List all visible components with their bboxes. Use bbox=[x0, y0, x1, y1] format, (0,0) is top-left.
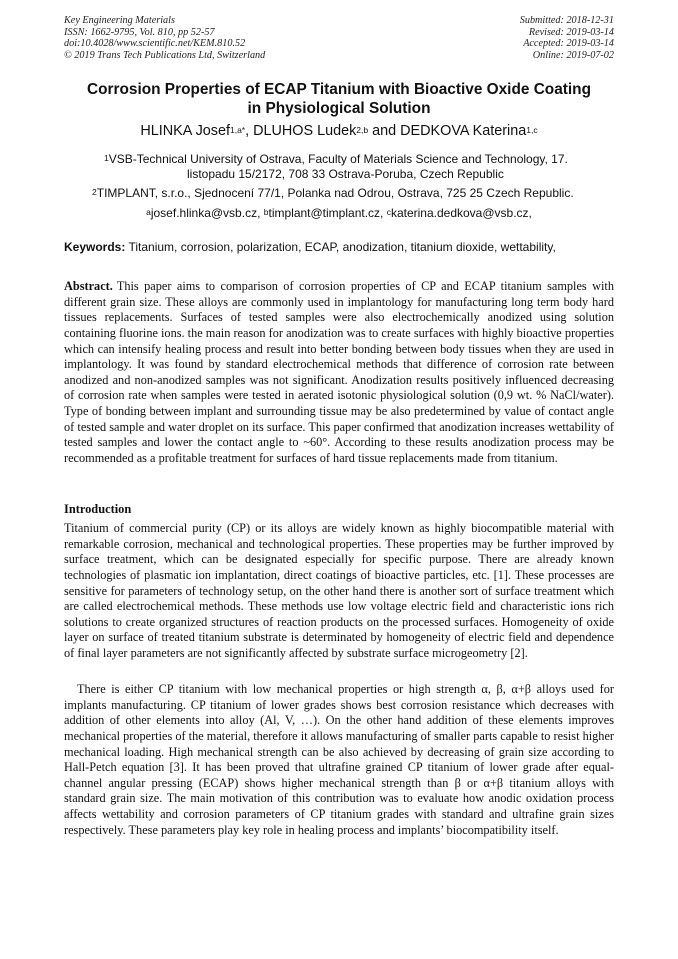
email-c-link[interactable]: katerina.dedkova@vsb.cz, bbox=[390, 206, 532, 220]
journal-name: Key Engineering Materials bbox=[64, 15, 175, 26]
keywords-label: Keywords: bbox=[64, 240, 126, 254]
author-1-superscript: 1,a* bbox=[229, 125, 246, 135]
keywords-line bbox=[64, 240, 614, 255]
introduction-paragraph-2: There is either CP titanium with low mechanical properties or high strength α, β, α+β alloys used for implants manufacturing. CP titanium of lower grades shows best corrosion resistance which decreases with addition of other elements into alloy (Al, V, …). On the other hand addition of these elements improves mechanical properties of the material, therefore it allows manufacturing of smaller parts capable to resist higher mechanical loading. High mechanical strength can be also achieved by decreasing of grain size according to Hall-Petch equation [3]. It has been proved that ultrafine grained CP titanium of lower grade after equal-channel angular pressing (ECAP) shows higher mechanical strength than β or α+β titanium alloys with standard grain size. The main motivation of this contribution was to evaluate how anodic oxidation process affects wettability and corrosion parameters of CP titanium grades with standard and ultrafine grain sizes respectively. These parameters play key role in healing process and implants’ biocompatibility itself. bbox=[64, 682, 614, 837]
paper-title bbox=[64, 80, 614, 118]
keywords-text: Titanium, corrosion, polarization, ECAP, anodization, titanium dioxide, wettability, bbox=[125, 240, 556, 254]
author-3-superscript: 1,c bbox=[526, 125, 538, 135]
author-list bbox=[64, 122, 614, 140]
author-emails bbox=[64, 206, 614, 221]
journal-copyright: © 2019 Trans Tech Publications Ltd, Switzerland bbox=[64, 49, 266, 61]
abstract-text: This paper aims to comparison of corrosion properties of CP and ECAP titanium samples with different grain size. These alloys are commonly used in implantology for manufacturing long term body hard tissues replacements. Surfaces of tested samples were also electrochemically anodized using solution containing fluorine ions. the main reason for anodization was to create surfaces with highly bioactive properties which can intensify healing process and result into better bonding between body tissues when they are used in implantology. It was found by standard electrochemical methods that difference of corrosion rate between anodized and non-anodized samples was not significant. Anodization results positively influenced decreasing of corrosion rate when samples were tested in aerated isotonic physiological solution (0,9 wt. % NaCl/water). Type of bonding between implant and surrounding tissue may be also predetermined by value of contact angle of tested sample and water droplet on its surface. This paper confirmed that anodization increases wettability of tested samples and lower the contact angle to ~60°. According to these results anodization process may be recommended as a profitable treatment for surfaces of hard tissue replacements made from titanium. bbox=[64, 279, 614, 465]
email-a-superscript: a bbox=[146, 207, 151, 217]
author-2-name: DLUHOS Ludek bbox=[253, 123, 357, 139]
section-heading-introduction: Introduction bbox=[64, 502, 132, 516]
affiliation-2-superscript: 2 bbox=[92, 187, 97, 197]
journal-issn: ISSN: 1662-9795, Vol. 810, pp 52-57 bbox=[64, 26, 215, 38]
email-b-link[interactable]: timplant@timplant.cz, bbox=[268, 206, 387, 220]
date-online: Online: 2019-07-02 bbox=[532, 49, 614, 61]
author-1-name: HLINKA Josef bbox=[140, 123, 230, 139]
date-accepted: Accepted: 2019-03-14 bbox=[523, 38, 614, 50]
journal-header-right bbox=[520, 15, 614, 61]
journal-doi: doi:10.4028/www.scientific.net/KEM.810.52 bbox=[64, 38, 246, 50]
affiliation-1-line-1 bbox=[104, 152, 568, 167]
author-2-superscript: 2,b bbox=[356, 125, 369, 135]
abstract-label: Abstract. bbox=[64, 279, 113, 293]
title-line-1: Corrosion Properties of ECAP Titanium with Bioactive Oxide Coating bbox=[87, 81, 591, 98]
email-b-superscript: b bbox=[263, 207, 269, 217]
affiliation-2 bbox=[92, 186, 574, 201]
affiliation-1-text: VSB-Technical University of Ostrava, Faculty of Materials Science and Technology, 17. bbox=[108, 152, 568, 166]
journal-header-left bbox=[64, 15, 265, 61]
author-3-name: DEDKOVA Katerina bbox=[400, 123, 527, 139]
author-separator: , bbox=[245, 123, 254, 139]
title-line-2: in Physiological Solution bbox=[247, 100, 431, 117]
date-revised: Revised: 2019-03-14 bbox=[528, 26, 614, 38]
introduction-paragraph-1: Titanium of commercial purity (CP) or its alloys are widely known as highly biocompatible material with remarkable corrosion, mechanical and technological properties. These properties may be further improved by surface treatment, which can be designated especially for specific purpose. There are already known technologies of plasmatic ion implantation, direct coatings of bioactive particles, etc. [1]. These processes are sensitive for parameters of technology setup, on the other hand there is another sort of surface treatment which are called electrochemical methods. These methods use low voltage electric field and characteristic ions rich solutions to create organized structures of reaction products on the processed surfaces. Homogeneity of oxide layer on surface of treated titanium substrate is determinated by homogeneity of electric field and dependence of final layer parameters are not significantly affected by substrate surface microgeometry [2]. bbox=[64, 521, 614, 660]
affiliation-1-line-2: listopadu 15/2172, 708 33 Ostrava-Poruba, Czech Republic bbox=[187, 166, 504, 181]
author-separator: and bbox=[368, 123, 401, 139]
email-c-superscript: c bbox=[386, 207, 391, 217]
date-submitted: Submitted: 2018-12-31 bbox=[519, 15, 614, 26]
email-a-link[interactable]: josef.hlinka@vsb.cz, bbox=[150, 206, 264, 220]
affiliation-2-text: TIMPLANT, s.r.o., Sjednocení 77/1, Polanka nad Odrou, Ostrava, 725 25 Czech Republic. bbox=[96, 186, 574, 200]
abstract-paragraph bbox=[64, 279, 614, 467]
affiliation-1-superscript: 1 bbox=[104, 153, 109, 163]
